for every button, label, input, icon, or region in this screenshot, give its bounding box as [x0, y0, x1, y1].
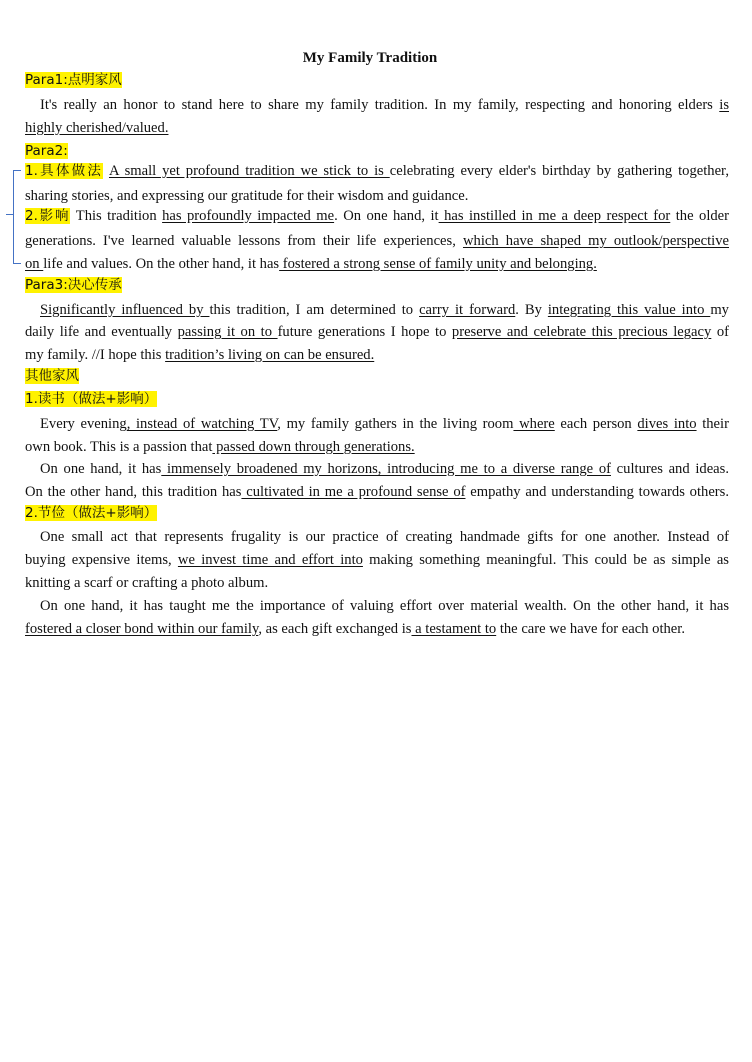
text-run: On the other hand, this tradition has: [25, 484, 242, 500]
text-run: this tradition, I am determined to: [209, 302, 420, 318]
text-run: , my family gathers in the living room: [277, 416, 514, 432]
reading-line-1: [25, 414, 729, 434]
document-title: My Family Tradition: [302, 50, 438, 66]
text-run: daily life and eventually: [25, 324, 178, 340]
text-run: of: [711, 324, 729, 340]
frugality-line-4: [25, 596, 729, 616]
underlined-phrase: fostered a closer bond within our family: [25, 621, 259, 637]
text-run: On one hand, it has: [40, 461, 162, 477]
underlined-phrase: on: [25, 256, 44, 272]
item2-label: 2.影响: [25, 208, 71, 224]
reading-label: 1.读书（做法+影响）: [25, 391, 158, 407]
other-traditions-label: 其他家风: [25, 368, 79, 384]
text-run: buying expensive items,: [25, 552, 178, 568]
underlined-phrase: integrating this value into: [547, 302, 711, 318]
underlined-phrase: Significantly influenced by: [40, 302, 210, 318]
text-run: It's really an honor to stand here to share my family tradition. In my family, respecting and honoring elders: [40, 97, 720, 113]
text-run: Every evening: [40, 416, 127, 432]
text-run: their: [696, 416, 729, 432]
text-run: each person: [554, 416, 638, 432]
text-run: generations. I've learned valuable lessons from their life experiences,: [25, 233, 463, 249]
underlined-phrase: is: [719, 97, 729, 113]
para2-line-3: [25, 206, 729, 226]
frugality-line-3: [25, 573, 729, 593]
text-run: , as each gift exchanged is: [258, 621, 412, 637]
para1-label: Para1:点明家风: [25, 72, 122, 88]
underlined-phrase: has profoundly impacted me: [162, 208, 335, 224]
frugality-line-2: [25, 550, 729, 570]
underlined-phrase: carry it forward: [419, 302, 516, 318]
underlined-phrase: we invest time and effort into: [177, 552, 363, 568]
underlined-phrase: , instead of watching TV: [126, 416, 278, 432]
reading-line-2: [25, 437, 729, 457]
underlined-phrase: highly cherished/valued.: [25, 120, 169, 136]
text-run: celebrating every elder's birthday by gathering together,: [389, 163, 729, 179]
item1-label: 1.具体做法: [25, 163, 104, 179]
underlined-phrase: where: [513, 416, 555, 432]
para3-label: Para3:决心传承: [25, 277, 122, 293]
text-run: life and values. On the other hand, it has: [43, 256, 280, 272]
underlined-phrase: has instilled in me a deep respect for: [438, 208, 671, 224]
underlined-phrase: cultivated in me a profound sense of: [241, 484, 466, 500]
reading-line-4: [25, 482, 729, 502]
text-run: This tradition: [75, 208, 163, 224]
frugality-line-5: [25, 619, 729, 639]
para2-line-1: [25, 161, 729, 181]
frugality-line-1: [25, 527, 729, 547]
underlined-phrase: dives into: [637, 416, 697, 432]
para1-line-1: [25, 95, 729, 115]
bracket-icon: [13, 170, 21, 264]
text-run: my family. //I hope this: [25, 347, 166, 363]
para2-label: Para2:: [25, 143, 68, 159]
para1-line-2: [25, 118, 729, 138]
reading-label-line: [25, 389, 729, 409]
text-run: the care we have for each other.: [496, 621, 685, 637]
para3-label-line: [25, 275, 729, 295]
text-run: sharing stories, and expressing our gratitude for their wisdom and guidance.: [25, 188, 469, 204]
para3-line-2: [25, 322, 729, 342]
bracket-tick-icon: [6, 214, 14, 215]
other-label-line: [25, 366, 729, 386]
frugality-label: 2.节俭（做法+影响）: [25, 505, 158, 521]
underlined-phrase: passed down through generations.: [212, 439, 415, 455]
underlined-phrase: A small yet profound tradition we stick to is: [108, 163, 390, 179]
text-run: my: [710, 302, 729, 318]
underlined-phrase: which have shaped my outlook/perspective: [462, 233, 729, 249]
text-run: On one hand, it has taught me the importance of valuing effort over material wealth. On the other hand, it has: [40, 598, 729, 614]
para3-line-1: [25, 300, 729, 320]
text-run: cultures and ideas.: [610, 461, 729, 477]
underlined-phrase: tradition’s living on can be ensured.: [165, 347, 375, 363]
para1-label-line: [25, 70, 729, 90]
underlined-phrase: preserve and celebrate this precious legacy: [451, 324, 712, 340]
para2-line-2: [25, 186, 729, 206]
underlined-phrase: a testament to: [411, 621, 497, 637]
reading-line-3: [25, 459, 729, 479]
text-run: empathy and understanding towards others.: [465, 484, 729, 500]
text-run: making something meaningful. This could be as simple as: [362, 552, 729, 568]
para2-line-5: [25, 254, 729, 274]
text-run: future generations I hope to: [277, 324, 452, 340]
para2-line-4: [25, 231, 729, 251]
para2-label-line: [25, 141, 729, 161]
text-run: knitting a scarf or crafting a photo album.: [25, 575, 269, 591]
underlined-phrase: immensely broadened my horizons, introducing me to a diverse range of: [161, 461, 611, 477]
text-run: . By: [515, 302, 548, 318]
text-run: own book. This is a passion that: [25, 439, 213, 455]
text-run: One small act that represents frugality is our practice of creating handmade gifts for one another. Instead of: [40, 529, 729, 545]
para3-line-3: [25, 345, 729, 365]
underlined-phrase: passing it on to: [177, 324, 278, 340]
frugality-label-line: [25, 503, 729, 523]
text-run: the older: [670, 208, 730, 224]
underlined-phrase: fostered a strong sense of family unity and belonging.: [279, 256, 597, 272]
text-run: . On one hand, it: [334, 208, 439, 224]
